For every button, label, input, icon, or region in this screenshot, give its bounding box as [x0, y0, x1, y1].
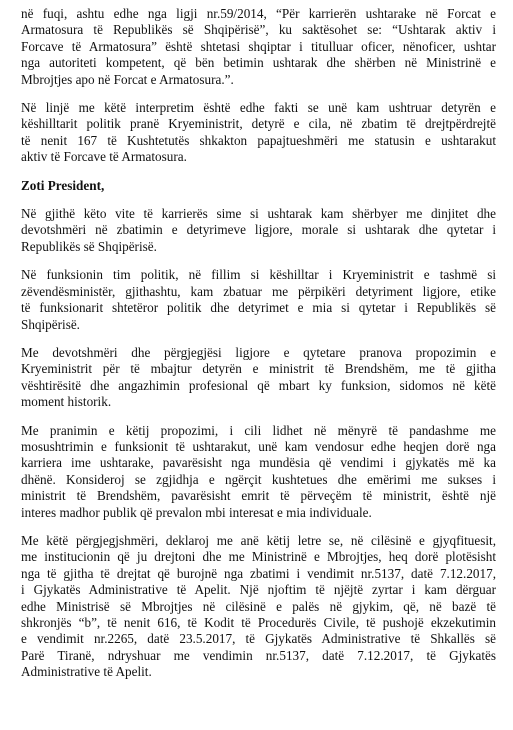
text-line: Kryeministrit për të mbajtur detyrën e ministrit të Brendshëm, me të gjitha [21, 361, 496, 377]
text-line: nga të gjitha të drejtat që burojnë nga zbatimi i vendimit nr.5137, datë 7.12.2017, [21, 565, 496, 581]
text-line: Me këtë përgjegjshmëri, deklaroj me anë këtij letre se, në cilësinë e gjyqfituesit, [21, 532, 496, 548]
text-line: aktiv të Forcave të Armatosura. [21, 149, 187, 165]
paragraph-declaration [21, 533, 496, 681]
text-line: nga autoriteti kompetent, që bën betimin ushtarak dhe shërben në Ministrinë e [21, 55, 496, 71]
paragraph-political-function [21, 267, 496, 333]
text-line: Administrative të Apelit. [21, 664, 152, 680]
paragraph-career [21, 206, 496, 255]
text-line: Mbrojtjes apo në Forcat e Armatosura.”. [21, 71, 234, 87]
text-line: mosushtrimin e funksionit të ushtarakut, unë kam vendosur edhe heqjen dorë nga [21, 438, 496, 454]
text-line: këshilltarit politik pranë Kryeministrit, detyrë e cila, në zbatim të drejtpërdrejtë [21, 116, 496, 132]
text-line: devotshmëri në zbatimin e detyrimeve ligjore, morale si ushtarak dhe qytetar i [21, 222, 496, 238]
text-line: Forcave të Armatosura” është shtetasi shqiptar i titulluar oficer, nënoficer, ushtar [21, 38, 496, 54]
text-line: të funksionarit shtetëror politik dhe detyrimet e mia si qytetar i Republikës së [21, 300, 496, 316]
text-line: ministrit të Brendshëm, pavarësisht emrit të përveçëm të ministrit, është një [21, 488, 496, 504]
text-line: Në funksionin tim politik, në fillim si këshilltar i Kryeministrit e tashmë si [21, 267, 496, 283]
text-line: të nenit 167 të Kushtetutës shkakton papajtueshmëri me statusin e ushtarakut [21, 132, 496, 148]
text-line: Republikës së Shqipërisë. [21, 238, 157, 254]
text-line: Parë Tiranë, ndryshuar me vendimin nr.5137, datë 7.12.2017, të Gjykatës [21, 647, 496, 663]
text-line: dhënë. Konsideroj se zgjidhja e ngërçit kushtetues dhe emërimi me sukses i [21, 471, 496, 487]
text-line: Me devotshmëri dhe përgjegjësi ligjore e qytetare pranova propozimin e [21, 344, 496, 360]
paragraph-resignation-career [21, 423, 496, 521]
text-line: interes madhor publik që prevalon mbi interesat e mia individuale. [21, 504, 372, 520]
text-line: Në gjithë këto vite të karrierës sime si ushtarak kam shërbyer me dinjitet dhe [21, 206, 496, 222]
paragraph-interpretation [21, 100, 496, 166]
text-line: shkronjës “b”, të nenit 616, të Kodit të Procedurës Civile, të pushojë ekzekutimin [21, 615, 496, 630]
salutation: Zoti President, [21, 177, 105, 193]
text-line: Shqipërisë. [21, 316, 80, 332]
text-line: zëvendësministër, gjithashtu, kam zbatuar me përpikëri detyriment ligjore, etike [21, 283, 496, 299]
text-line: e vendimit nr.2265, datë 23.5.2017, të Gjykatës Administrative të Shkallës së [21, 631, 496, 647]
text-line: moment historik. [21, 394, 112, 410]
text-line: Në linjë me këtë interpretim është edhe fakti se unë kam ushtruar detyrën e [21, 100, 496, 116]
text-line: i Gjykatës Administrative të Apelit. Një njoftim të njëjtë zyrtar i kam dërguar [21, 582, 496, 598]
text-line: vështirësitë dhe angazhimin profesional që mbart ky funksion, sidomos në këtë [21, 377, 496, 393]
text-line: në fuqi, ashtu edhe nga ligji nr.59/2014, “Për karrierën ushtarake në Forcat e [21, 6, 496, 21]
text-line: me institucionin që ju drejtoni dhe me Ministrinë e Mbrojtjes, heq dorë plotësisht [21, 549, 496, 565]
paragraph-law-citation [21, 6, 496, 88]
text-line: karriera ime ushtarake, pavarësisht nga mundësia që vendimi i gjykatës më ka [21, 455, 496, 471]
paragraph-acceptance [21, 345, 496, 411]
text-line: edhe Ministrisë së Mbrojtjes në cilësinë e palës në gjykim, që, në bazë të [21, 598, 496, 614]
text-line: Me pranimin e këtij propozimi, i cili lidhet në mënyrë të pandashme me [21, 422, 496, 438]
text-line: Armatosura të Republikës së Shqipërisë”, ku saktësohet se: “Ushtarak aktiv i [21, 22, 496, 38]
